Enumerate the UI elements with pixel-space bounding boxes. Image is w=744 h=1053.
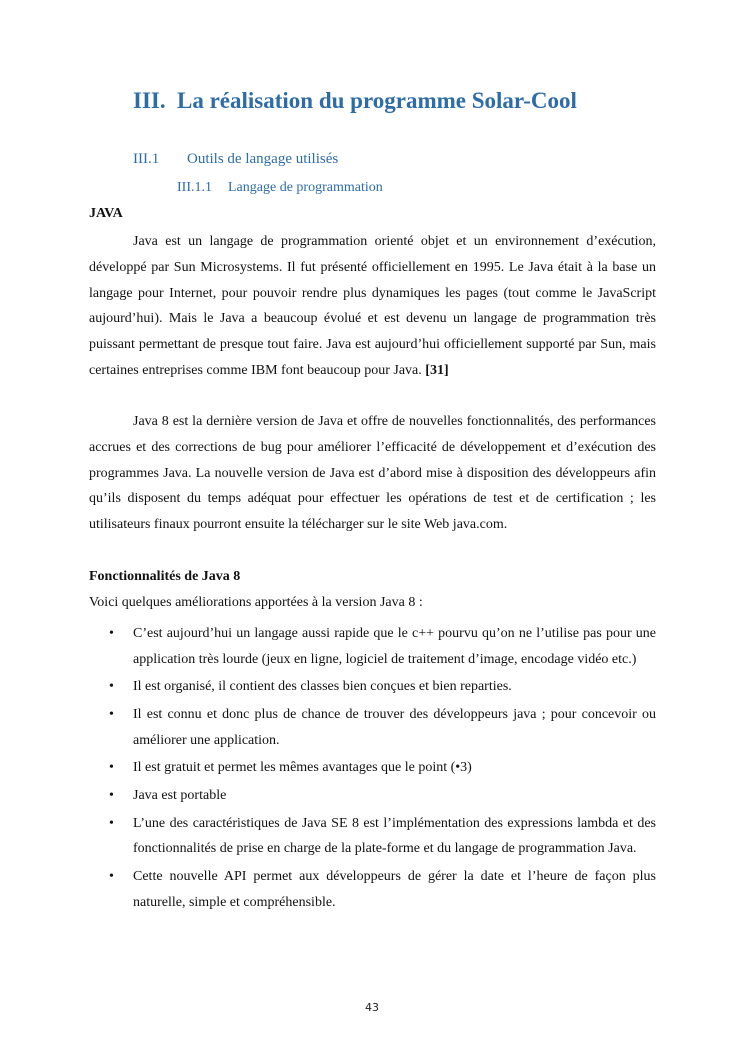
- list-item: [89, 702, 656, 754]
- list-item-text: Cette nouvelle API permet aux développeurs de gérer la date et l’heure de façon plus naturelle, simple et compréhensible.: [133, 868, 656, 910]
- paragraph-java-intro: [89, 229, 656, 384]
- list-item-text: Java est portable: [133, 787, 227, 803]
- list-item: [89, 783, 656, 809]
- java-label: JAVA: [89, 206, 123, 221]
- list-item-text: Il est connu et donc plus de chance de trouver des développeurs java ; pour concevoir ou améliorer une application.: [133, 706, 656, 748]
- bullet-icon: •: [109, 706, 114, 722]
- list-item-text: Il est gratuit et permet les mêmes avantages que le point (•3): [133, 760, 472, 776]
- list-item-text: C’est aujourd’hui un langage aussi rapide que le c++ pourvu qu’on ne l’utilise pas pour une application très lourde (jeux en ligne, logiciel de traitement d’image, encodage vidéo etc.): [133, 626, 656, 667]
- list-item-text: Il est organisé, il contient des classes bien conçues et bien reparties.: [133, 679, 512, 695]
- chapter-heading: [133, 88, 577, 114]
- paragraph-java-8-text: Java 8 est la dernière version de Java et offre de nouvelles fonctionnalités, des performances accrues et des corrections de bug pour améliorer l’efficacité de développement et d’exécution des programmes Java. La nouvelle version de Java est d’abord mise à disposition des développeurs afin qu’ils disposent du temps adéquat pour effectuer les opérations de test et de certification ; les utilisateurs finaux pourront ensuite la télécharger sur le site Web java.com.: [89, 414, 656, 533]
- subsection-heading: [177, 180, 383, 196]
- features-heading: Fonctionnalités de Java 8: [89, 569, 241, 584]
- bullet-icon: •: [109, 679, 114, 695]
- chapter-number: III.: [133, 88, 166, 113]
- reference-citation: [31]: [425, 362, 449, 378]
- list-item: [89, 621, 656, 673]
- features-intro: Voici quelques améliorations apportées à la version Java 8 :: [89, 595, 423, 610]
- section-heading: [133, 151, 338, 168]
- chapter-title: La réalisation du programme Solar-Cool: [177, 88, 577, 113]
- bullet-icon: •: [109, 760, 114, 776]
- paragraph-java-8: [89, 409, 656, 538]
- page-number: 43: [365, 1001, 379, 1014]
- features-list: [89, 621, 656, 917]
- section-number: III.1: [133, 151, 160, 167]
- list-item: [89, 864, 656, 916]
- list-item: [89, 755, 656, 781]
- subsection-number: III.1.1: [177, 180, 212, 195]
- bullet-icon: •: [109, 815, 114, 831]
- section-title: Outils de langage utilisés: [187, 151, 339, 167]
- list-item-text: L’une des caractéristiques de Java SE 8 est l’implémentation des expressions lambda et des fonctionnalités de prise en charge de la plate-forme et du langage de programmation Java.: [133, 815, 656, 857]
- bullet-icon: •: [109, 626, 114, 641]
- list-item: [89, 674, 656, 700]
- bullet-icon: •: [109, 787, 114, 803]
- paragraph-java-intro-text: Java est un langage de programmation orienté objet et un environnement d’exécution, développé par Sun Microsystems. Il fut présenté officiellement en 1995. Le Java était à la base un langage pour Internet, pour pouvoir rendre plus dynamiques les pages (tout comme le JavaScript aujourd’hui). Mais le Java a beaucoup évolué et est devenu un langage de programmation très puissant permettant de presque tout faire. Java est aujourd’hui officiellement supporté par Sun, mais certaines entreprises comme IBM font beaucoup pour Java.: [89, 234, 656, 378]
- bullet-icon: •: [109, 868, 114, 884]
- subsection-title: Langage de programmation: [228, 180, 383, 195]
- list-item: [89, 811, 656, 863]
